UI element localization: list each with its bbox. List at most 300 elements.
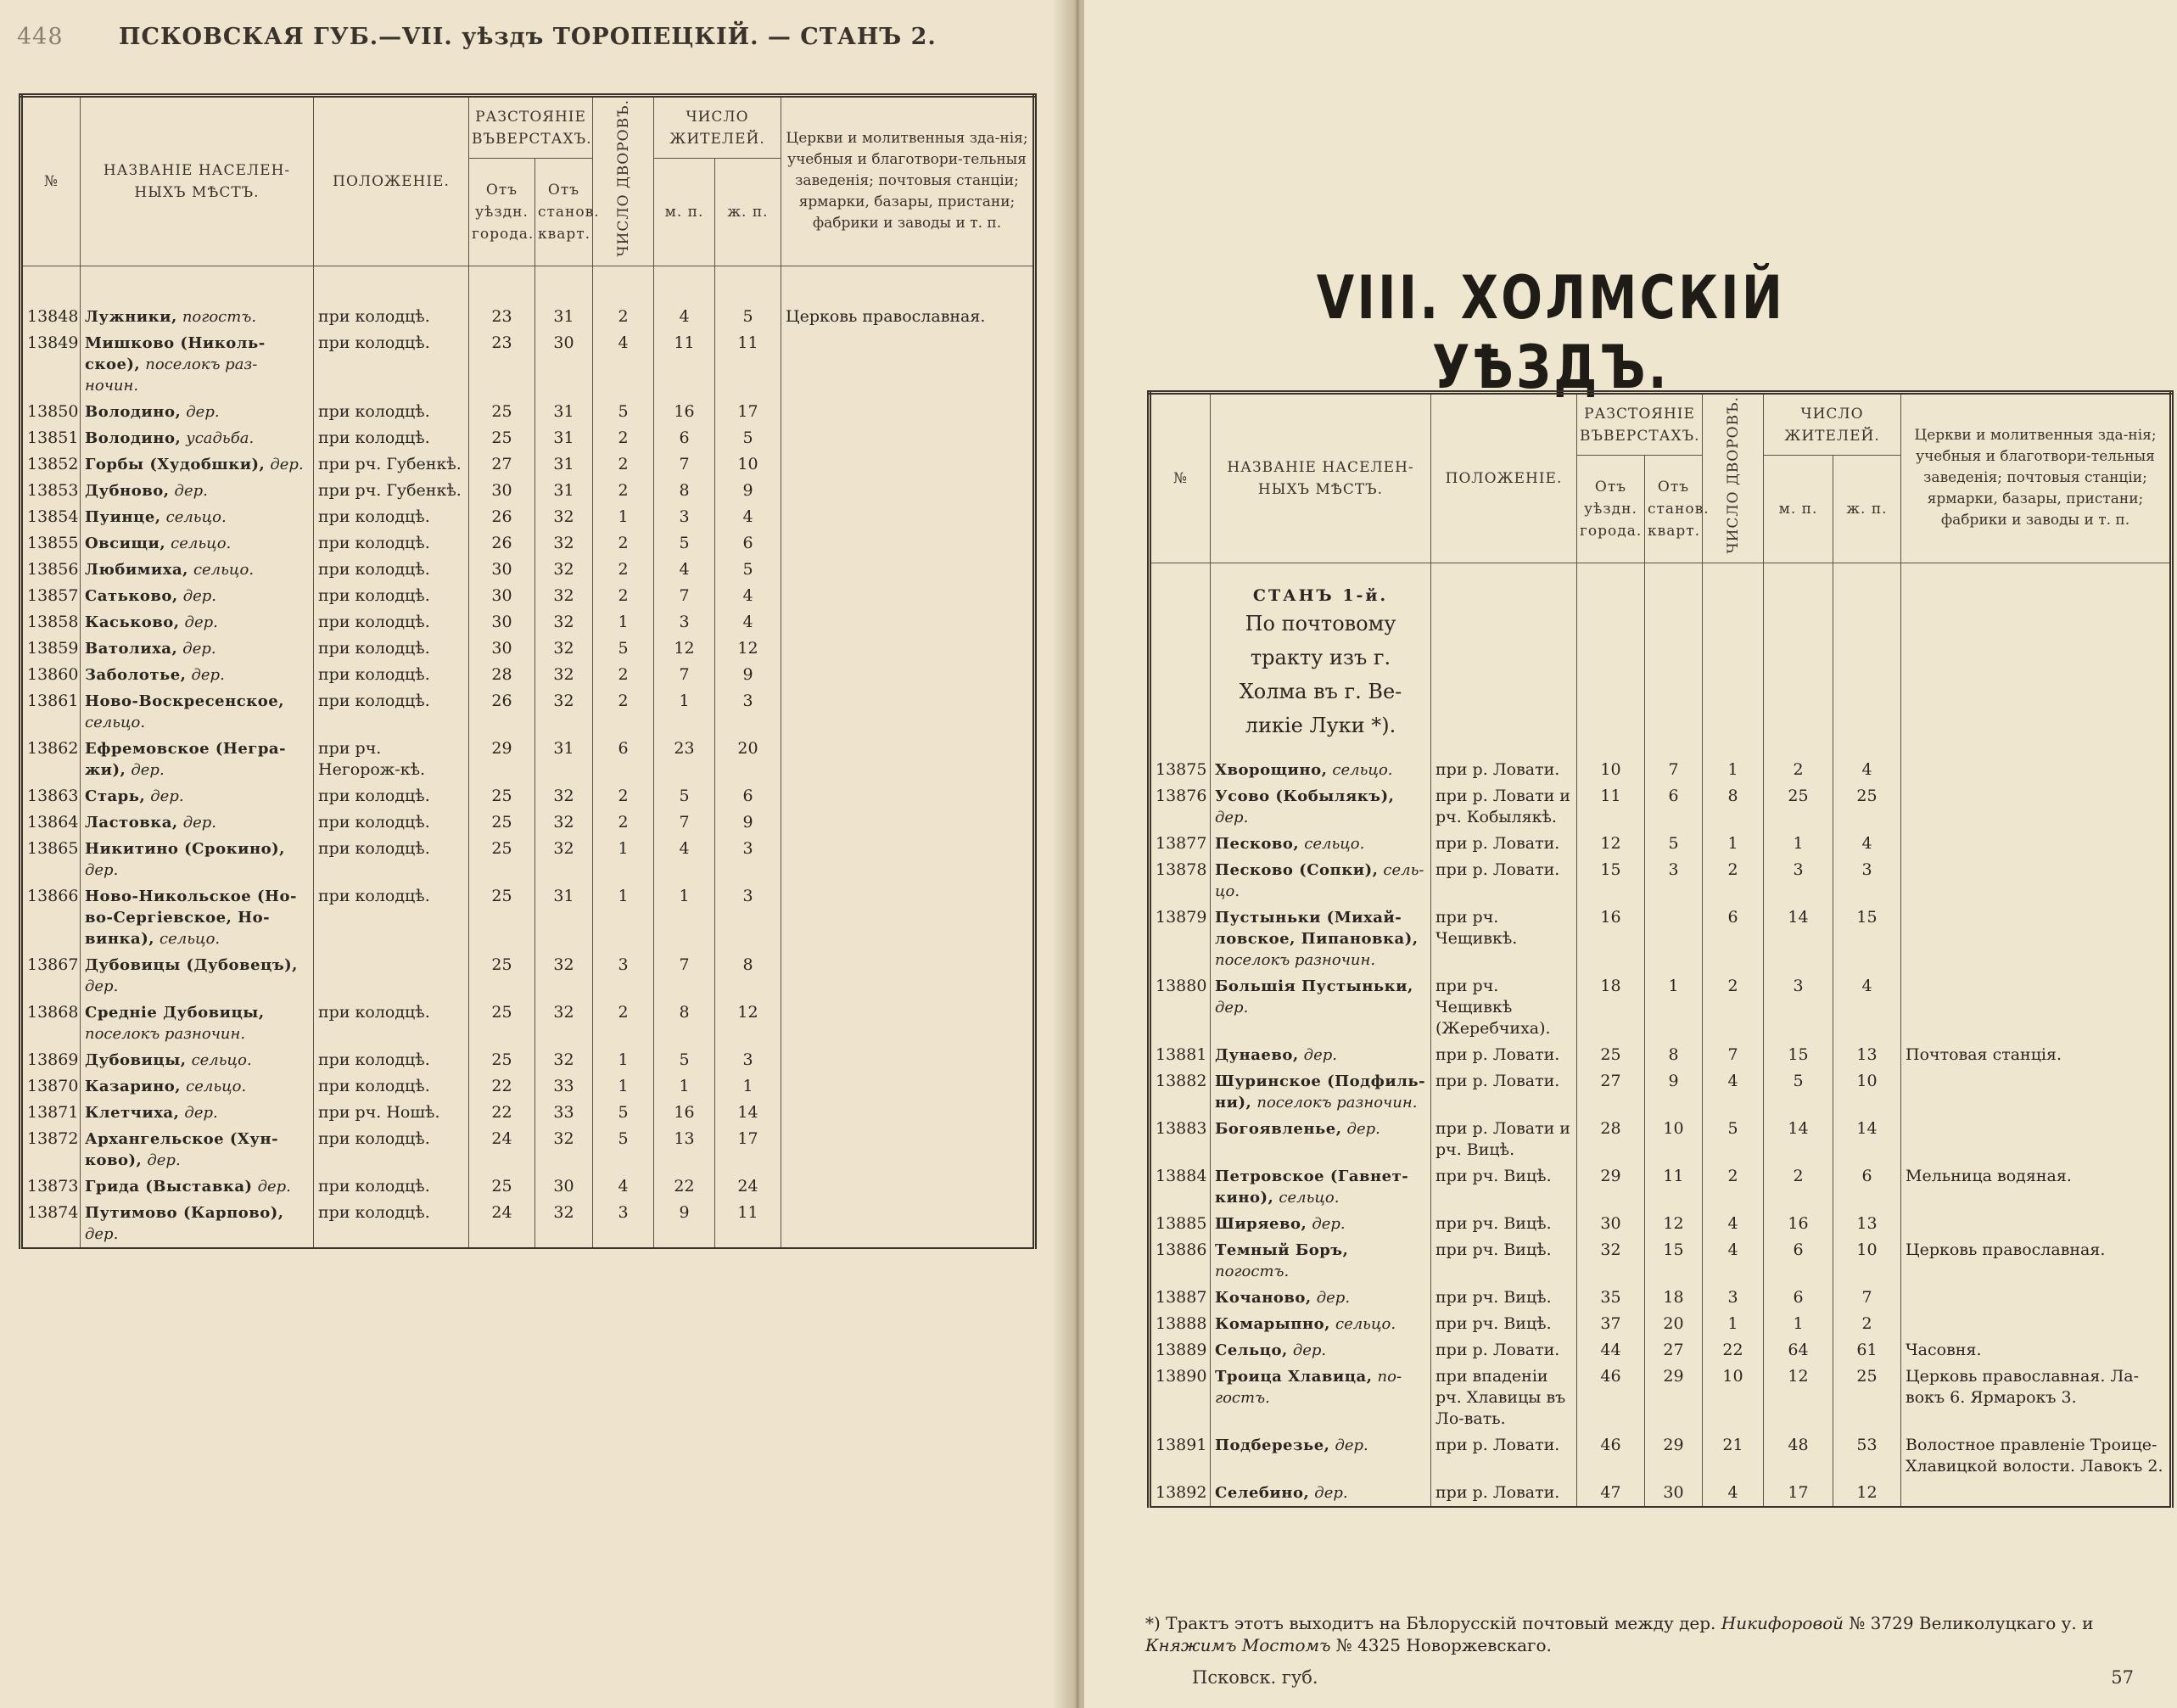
notes-cell: Часовня.: [1901, 1337, 2172, 1364]
households-cell: 4: [1703, 1211, 1764, 1237]
male-residents-cell: 16: [654, 1100, 715, 1126]
place-name-cell: [81, 952, 314, 1000]
male-residents-cell: 14: [1764, 904, 1833, 973]
stan-block: [1211, 563, 1431, 757]
position-cell: при р. Ловати.: [1431, 1337, 1577, 1364]
households-cell: 21: [1703, 1432, 1764, 1480]
male-residents-cell: 9: [654, 1200, 715, 1248]
position-cell: при колодцѣ.: [314, 1000, 469, 1047]
row-number-cell: 13887: [1150, 1285, 1211, 1311]
place-name-cell: [81, 399, 314, 425]
households-cell: 1: [593, 836, 654, 883]
place-name-text: Песково (Сопки),: [1215, 861, 1379, 880]
place-type-text: сельцо.: [193, 560, 255, 579]
place-name-cell: [1211, 831, 1431, 857]
female-residents-cell: 13: [1833, 1042, 1901, 1068]
position-cell: при колодцѣ.: [314, 662, 469, 688]
place-type-text: дер.: [174, 481, 208, 500]
notes-cell: [781, 451, 1035, 478]
place-name-cell: [1211, 1237, 1431, 1285]
female-residents-cell: 9: [715, 478, 781, 504]
header-households: [593, 96, 654, 266]
households-cell: 2: [593, 783, 654, 809]
distance-stan-cell: 5: [1645, 831, 1703, 857]
place-name-cell: [1211, 973, 1431, 1042]
place-type-text: дер.: [1215, 809, 1249, 827]
male-residents-cell: 15: [1764, 1042, 1833, 1068]
header-distance: РАЗСТОЯНІЕ ВЪВЕРСТАХЪ.: [1577, 393, 1703, 456]
table-row: [21, 1047, 1035, 1073]
place-name-cell: [81, 783, 314, 809]
households-cell: 2: [593, 662, 654, 688]
distance-stan-cell: 7: [1645, 757, 1703, 783]
place-type-text: дер.: [270, 455, 304, 473]
distance-city-cell: 24: [469, 1200, 535, 1248]
households-cell: 8: [1703, 783, 1764, 831]
distance-city-cell: 26: [469, 504, 535, 530]
distance-city-cell: 25: [469, 1173, 535, 1200]
households-cell: 4: [593, 1173, 654, 1200]
households-cell: 2: [1703, 857, 1764, 904]
households-cell: 2: [593, 1000, 654, 1047]
table-row: [21, 688, 1035, 736]
households-cell: 5: [1703, 1116, 1764, 1163]
distance-stan-cell: 8: [1645, 1042, 1703, 1068]
female-residents-cell: 4: [1833, 831, 1901, 857]
distance-city-cell: 25: [469, 1047, 535, 1073]
position-cell: при р. Ловати.: [1431, 831, 1577, 857]
position-cell: при колодцѣ.: [314, 330, 469, 399]
distance-stan-cell: 32: [535, 636, 593, 662]
table-row: [21, 636, 1035, 662]
place-name-text: Петровское (Гавнет-кино),: [1215, 1168, 1409, 1207]
male-residents-cell: 7: [654, 583, 715, 609]
row-number-cell: 13871: [21, 1100, 81, 1126]
table-row: [1150, 1285, 2172, 1311]
distance-stan-cell: 32: [535, 809, 593, 836]
position-cell: при колодцѣ.: [314, 1126, 469, 1173]
place-name-cell: [81, 451, 314, 478]
male-residents-cell: 7: [654, 809, 715, 836]
place-name-cell: [81, 504, 314, 530]
distance-city-cell: 10: [1577, 757, 1645, 783]
position-cell: при колодцѣ.: [314, 504, 469, 530]
row-number-cell: 13875: [1150, 757, 1211, 783]
notes-cell: [781, 1126, 1035, 1173]
distance-city-cell: 26: [469, 688, 535, 736]
male-residents-cell: 2: [1764, 757, 1833, 783]
distance-city-cell: 30: [469, 583, 535, 609]
row-number-cell: 13892: [1150, 1480, 1211, 1507]
notes-cell: [781, 609, 1035, 636]
male-residents-cell: 5: [654, 783, 715, 809]
female-residents-cell: 5: [715, 304, 781, 330]
households-cell: 1: [1703, 757, 1764, 783]
female-residents-cell: 3: [715, 883, 781, 952]
position-cell: при рч. Вицѣ.: [1431, 1285, 1577, 1311]
female-residents-cell: 11: [715, 1200, 781, 1248]
place-name-cell: [81, 609, 314, 636]
households-cell: 1: [593, 609, 654, 636]
male-residents-cell: 22: [654, 1173, 715, 1200]
place-type-text: дер.: [1292, 1341, 1327, 1360]
female-residents-cell: 6: [715, 783, 781, 809]
header-female: ж. п.: [1833, 456, 1901, 563]
distance-city-cell: 18: [1577, 973, 1645, 1042]
female-residents-cell: 4: [715, 609, 781, 636]
male-residents-cell: 6: [1764, 1237, 1833, 1285]
female-residents-cell: 24: [715, 1173, 781, 1200]
distance-stan-cell: 6: [1645, 783, 1703, 831]
row-number-cell: 13865: [21, 836, 81, 883]
header-from-stan: Отъ станов. кварт.: [535, 159, 593, 266]
distance-stan-cell: 30: [1645, 1480, 1703, 1507]
row-number-cell: 13870: [21, 1073, 81, 1100]
place-type-text: сель-цо.: [1215, 861, 1424, 901]
table-row: [21, 1126, 1035, 1173]
female-residents-cell: 20: [715, 736, 781, 783]
households-cell: 3: [593, 952, 654, 1000]
distance-city-cell: 25: [469, 836, 535, 883]
place-name-cell: [1211, 1285, 1431, 1311]
male-residents-cell: 12: [1764, 1364, 1833, 1432]
female-residents-cell: 10: [715, 451, 781, 478]
table-row: [21, 809, 1035, 836]
place-name-cell: [1211, 757, 1431, 783]
table-row: [21, 952, 1035, 1000]
male-residents-cell: 16: [654, 399, 715, 425]
distance-stan-cell: 31: [535, 304, 593, 330]
place-name-text: Большія Пустыньки,: [1215, 977, 1413, 996]
footer-signature: Псковск. губ.: [1192, 1667, 1318, 1688]
place-name-text: Архангельское (Хун-ково),: [85, 1129, 279, 1169]
place-type-text: сельцо.: [85, 713, 146, 731]
place-name-cell: [1211, 783, 1431, 831]
position-cell: [314, 952, 469, 1000]
row-number-cell: 13874: [21, 1200, 81, 1248]
running-head: [17, 24, 1035, 50]
distance-stan-cell: 32: [535, 530, 593, 557]
distance-city-cell: 35: [1577, 1285, 1645, 1311]
position-cell: при колодцѣ.: [314, 609, 469, 636]
place-type-text: поселокъ разночин.: [1256, 1094, 1418, 1112]
table-row: [1150, 1337, 2172, 1364]
table-row: [21, 425, 1035, 451]
header-distance: РАЗСТОЯНІЕ ВЪВЕРСТАХЪ.: [469, 96, 593, 159]
place-name-cell: [81, 1073, 314, 1100]
row-number-cell: 13848: [21, 304, 81, 330]
header-position: ПОЛОЖЕНІЕ.: [1431, 393, 1577, 563]
place-type-text: сельцо.: [186, 1077, 247, 1095]
place-type-text: дер.: [184, 613, 218, 631]
position-cell: при рч. Ношѣ.: [314, 1100, 469, 1126]
notes-cell: [781, 1173, 1035, 1200]
households-cell: 3: [593, 1200, 654, 1248]
position-cell: при р. Ловати.: [1431, 857, 1577, 904]
distance-stan-cell: 18: [1645, 1285, 1703, 1311]
position-cell: при колодцѣ.: [314, 883, 469, 952]
position-cell: при р. Ловати.: [1431, 1480, 1577, 1507]
female-residents-cell: 12: [715, 1000, 781, 1047]
female-residents-cell: 25: [1833, 1364, 1901, 1432]
households-cell: 2: [593, 425, 654, 451]
place-name-cell: [1211, 1068, 1431, 1116]
place-type-text: сельцо.: [171, 534, 232, 552]
row-number-cell: 13883: [1150, 1116, 1211, 1163]
male-residents-cell: 8: [654, 478, 715, 504]
distance-city-cell: 29: [469, 736, 535, 783]
place-name-cell: [81, 836, 314, 883]
table-row: [1150, 904, 2172, 973]
left-page: [0, 0, 1077, 1708]
row-number-cell: 13878: [1150, 857, 1211, 904]
male-residents-cell: 6: [654, 425, 715, 451]
table-row: [21, 451, 1035, 478]
place-name-cell: [81, 425, 314, 451]
distance-city-cell: 46: [1577, 1364, 1645, 1432]
place-type-text: дер.: [1314, 1484, 1348, 1503]
distance-city-cell: 25: [469, 883, 535, 952]
distance-city-cell: 25: [469, 1000, 535, 1047]
notes-cell: [1901, 1311, 2172, 1337]
place-name-text: Средніе Дубовицы,: [85, 1003, 265, 1022]
distance-stan-cell: 27: [1645, 1337, 1703, 1364]
notes-cell: [1901, 783, 2172, 831]
female-residents-cell: 3: [715, 688, 781, 736]
position-cell: при р. Ловати.: [1431, 1432, 1577, 1480]
notes-cell: [781, 688, 1035, 736]
footnote-part-3: № 3729 Великолуцкаго у. и: [1849, 1613, 2094, 1633]
place-name-cell: [1211, 1480, 1431, 1507]
section-title: VIII. ХОЛМСКІЙ УѢЗДЪ.: [1316, 263, 1786, 402]
row-number-cell: 13880: [1150, 973, 1211, 1042]
male-residents-cell: 3: [654, 609, 715, 636]
male-residents-cell: 23: [654, 736, 715, 783]
table-row: [21, 783, 1035, 809]
place-name-cell: [1211, 1211, 1431, 1237]
male-residents-cell: 12: [654, 636, 715, 662]
table-row: [1150, 783, 2172, 831]
left-table-body: [21, 266, 1035, 1248]
households-cell: 1: [593, 1047, 654, 1073]
households-cell: 22: [1703, 1337, 1764, 1364]
header-female: ж. п.: [715, 159, 781, 266]
notes-cell: [781, 478, 1035, 504]
place-name-cell: [81, 636, 314, 662]
header-households-text: ЧИСЛО ДВОРОВЪ.: [1724, 396, 1742, 554]
distance-stan-cell: 31: [535, 736, 593, 783]
table-row: [1150, 1211, 2172, 1237]
notes-cell: [781, 883, 1035, 952]
female-residents-cell: 9: [715, 809, 781, 836]
female-residents-cell: 14: [1833, 1116, 1901, 1163]
row-number-cell: 13873: [21, 1173, 81, 1200]
table-row: [21, 530, 1035, 557]
place-name-cell: [81, 662, 314, 688]
male-residents-cell: 3: [1764, 973, 1833, 1042]
table-row: [21, 478, 1035, 504]
male-residents-cell: 14: [1764, 1116, 1833, 1163]
place-type-text: дер.: [131, 760, 165, 779]
distance-city-cell: 23: [469, 330, 535, 399]
table-row: [1150, 1311, 2172, 1337]
header-position: ПОЛОЖЕНІЕ.: [314, 96, 469, 266]
table-row: [1150, 973, 2172, 1042]
place-name-cell: [81, 330, 314, 399]
place-name-cell: [1211, 1116, 1431, 1163]
row-number-cell: 13864: [21, 809, 81, 836]
place-name-cell: [81, 1200, 314, 1248]
distance-city-cell: 24: [469, 1126, 535, 1173]
distance-stan-cell: 32: [535, 688, 593, 736]
place-type-text: усадьба.: [186, 428, 255, 447]
male-residents-cell: 7: [654, 952, 715, 1000]
male-residents-cell: 5: [654, 1047, 715, 1073]
place-name-text: Володино,: [85, 402, 182, 421]
male-residents-cell: 17: [1764, 1480, 1833, 1507]
place-type-text: дер.: [257, 1177, 291, 1196]
footer-page-number: 57: [2111, 1667, 2134, 1688]
female-residents-cell: 11: [715, 330, 781, 399]
position-cell: при впаденіи рч. Хлавицы въ Ло-вать.: [1431, 1364, 1577, 1432]
distance-stan-cell: 30: [535, 330, 593, 399]
place-type-text: дер.: [1215, 999, 1249, 1017]
place-name-text: Горбы (Худобшки),: [85, 455, 266, 473]
distance-city-cell: 25: [469, 783, 535, 809]
households-cell: 2: [1703, 1163, 1764, 1211]
place-type-text: дер.: [184, 1103, 218, 1122]
row-number-cell: 13877: [1150, 831, 1211, 857]
place-name-text: Ватолиха,: [85, 639, 178, 658]
place-name-text: Грида (Выставка): [85, 1177, 253, 1196]
distance-stan-cell: 32: [535, 504, 593, 530]
right-register-table: [1147, 390, 2174, 1508]
place-name-cell: [1211, 1337, 1431, 1364]
male-residents-cell: 8: [654, 1000, 715, 1047]
notes-cell: [1901, 1285, 2172, 1311]
distance-stan-cell: 9: [1645, 1068, 1703, 1116]
header-households-text: ЧИСЛО ДВОРОВЪ.: [614, 99, 632, 257]
row-number-cell: 13868: [21, 1000, 81, 1047]
place-name-cell: [1211, 1163, 1431, 1211]
position-cell: при р. Ловати.: [1431, 1042, 1577, 1068]
place-type-text: дер.: [85, 860, 119, 879]
female-residents-cell: 6: [715, 530, 781, 557]
place-name-cell: [81, 1173, 314, 1200]
place-name-text: Клетчиха,: [85, 1103, 180, 1122]
position-cell: при колодцѣ.: [314, 399, 469, 425]
position-cell: при колодцѣ.: [314, 425, 469, 451]
place-name-text: Пуинце,: [85, 507, 161, 526]
notes-cell: [1901, 857, 2172, 904]
place-name-cell: [81, 583, 314, 609]
households-cell: 3: [1703, 1285, 1764, 1311]
row-number-cell: 13849: [21, 330, 81, 399]
position-cell: при рч. Губенкѣ.: [314, 451, 469, 478]
header-male: м. п.: [654, 159, 715, 266]
table-row: [21, 836, 1035, 883]
notes-cell: Волостное правленіе Троице-Хлавицкой волости. Лавокъ 2.: [1901, 1432, 2172, 1480]
distance-stan-cell: 29: [1645, 1364, 1703, 1432]
notes-cell: [1901, 1480, 2172, 1507]
distance-city-cell: 28: [1577, 1116, 1645, 1163]
place-name-text: Кочаново,: [1215, 1289, 1312, 1308]
position-cell: при рч. Вицѣ.: [1431, 1163, 1577, 1211]
households-cell: 7: [1703, 1042, 1764, 1068]
place-name-text: Дубовицы,: [85, 1050, 187, 1069]
position-cell: при колодцѣ.: [314, 1047, 469, 1073]
distance-stan-cell: 30: [535, 1173, 593, 1200]
place-name-text: Пустыньки (Михай-ловское, Пипановка),: [1215, 909, 1419, 949]
female-residents-cell: 3: [715, 836, 781, 883]
footnote: [1145, 1612, 2163, 1656]
male-residents-cell: 4: [654, 304, 715, 330]
place-name-text: Ластовка,: [85, 813, 178, 832]
notes-cell: [781, 1073, 1035, 1100]
position-cell: при колодцѣ.: [314, 583, 469, 609]
notes-cell: [1901, 904, 2172, 973]
distance-stan-cell: 29: [1645, 1432, 1703, 1480]
table-row: [21, 304, 1035, 330]
position-cell: при колодцѣ.: [314, 809, 469, 836]
position-cell: при колодцѣ.: [314, 530, 469, 557]
place-type-text: дер.: [85, 977, 119, 995]
female-residents-cell: 9: [715, 662, 781, 688]
header-from-city: Отъ уѣздн. города.: [469, 159, 535, 266]
table-row: [21, 557, 1035, 583]
place-type-text: погостъ.: [1215, 1263, 1290, 1281]
male-residents-cell: 4: [654, 557, 715, 583]
table-row: [21, 399, 1035, 425]
male-residents-cell: 4: [654, 836, 715, 883]
position-cell: при рч. Вицѣ.: [1431, 1311, 1577, 1337]
place-name-text: Богоявленье,: [1215, 1120, 1342, 1139]
distance-stan-cell: 20: [1645, 1311, 1703, 1337]
distance-city-cell: 30: [469, 609, 535, 636]
distance-stan-cell: 31: [535, 399, 593, 425]
distance-stan-cell: 32: [535, 1047, 593, 1073]
notes-cell: [781, 736, 1035, 783]
position-cell: при колодцѣ.: [314, 1173, 469, 1200]
distance-stan-cell: 32: [535, 1200, 593, 1248]
header-households: [1703, 393, 1764, 563]
header-notes: Церкви и молитвенныя зда-нія; учебныя и благотвори-тельныя заведенія; почтовыя станціи; ярмарки, базары, пристани; фабрики и заводы и т. п.: [781, 96, 1035, 266]
position-cell: при колодцѣ.: [314, 304, 469, 330]
notes-cell: [781, 1200, 1035, 1248]
distance-city-cell: 25: [469, 952, 535, 1000]
place-type-text: поселокъ разночин.: [1215, 951, 1376, 970]
place-name-cell: [81, 1047, 314, 1073]
table-row: [1150, 1042, 2172, 1068]
distance-city-cell: 15: [1577, 857, 1645, 904]
households-cell: 1: [593, 1073, 654, 1100]
row-number-cell: 13882: [1150, 1068, 1211, 1116]
distance-city-cell: 44: [1577, 1337, 1645, 1364]
female-residents-cell: 17: [715, 1126, 781, 1173]
distance-city-cell: 37: [1577, 1311, 1645, 1337]
place-type-text: дер.: [1303, 1046, 1337, 1065]
place-name-text: Сатьково,: [85, 586, 178, 605]
distance-stan-cell: 32: [535, 952, 593, 1000]
female-residents-cell: 1: [715, 1073, 781, 1100]
notes-cell: Церковь православная.: [781, 304, 1035, 330]
households-cell: 2: [593, 583, 654, 609]
female-residents-cell: 3: [715, 1047, 781, 1073]
distance-stan-cell: 31: [535, 478, 593, 504]
notes-cell: [781, 636, 1035, 662]
notes-cell: [781, 783, 1035, 809]
page-number: 448: [17, 24, 64, 50]
